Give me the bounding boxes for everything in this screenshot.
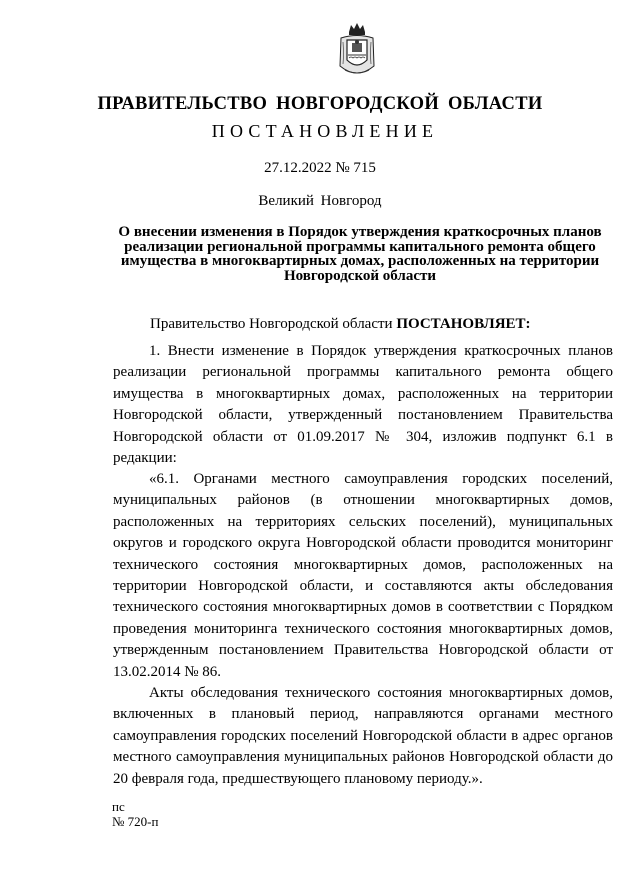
document-type: ПОСТАНОВЛЕНИЕ xyxy=(211,121,439,141)
preamble xyxy=(150,316,531,333)
paragraph-3: Акты обследования технического состояния многоквартирных домов, включенных в плановый период, направляются органами местного самоуправления городских поселений Новгородской области в адрес органов местного самоуправления муниципальных районов Новгородской области до 20 февраля года, предшествующего плановому периоду.». xyxy=(113,685,613,787)
organization-title: ПРАВИТЕЛЬСТВО НОВГОРОДСКОЙ ОБЛАСТИ xyxy=(97,94,543,114)
footer-note xyxy=(112,799,158,829)
coat-of-arms-icon xyxy=(337,22,377,80)
footer-number: № 720-п xyxy=(112,814,159,829)
document-subject: О внесении изменения в Порядок утверждения краткосрочных планов реализации региональной программы капитального ремонта общего имущества в многоквартирных домах, расположенных на территории Новгородской области xyxy=(118,224,602,284)
preamble-decree-word: ПОСТАНОВЛЯЕТ: xyxy=(396,316,531,332)
preamble-text: Правительство Новгородской области xyxy=(150,316,393,332)
date-and-number: 27.12.2022 № 715 xyxy=(264,160,376,176)
paragraph-2: «6.1. Органами местного самоуправления городских поселений, муниципальных районов (в отношении многоквартирных домов, расположенных на территориях сельских поселений), муниципальных округов и городского округа Новгородской области проводится мониторинг технического состояния многоквартирных домов, расположенных на территории Новгородской области, и составляются акты обследования технического состояния многоквартирных домов в соответствии с Порядком проведения мониторинга технического состояния многоквартирных домов, утвержденным постановлением Правительства Новгородской области от 13.02.2014 № 86. xyxy=(113,471,613,680)
paragraph-1: 1. Внести изменение в Порядок утверждения краткосрочных планов реализации региональной программы капитального ремонта общего имущества в многоквартирных домах, расположенных на территории Новгородской области, утвержденный постановлением Правительства Новгородской области от 01.09.2017 № 304, изложив подпункт 6.1 в редакции: xyxy=(113,343,613,467)
footer-marker: пс xyxy=(112,799,125,814)
city: Великий Новгород xyxy=(258,193,382,209)
